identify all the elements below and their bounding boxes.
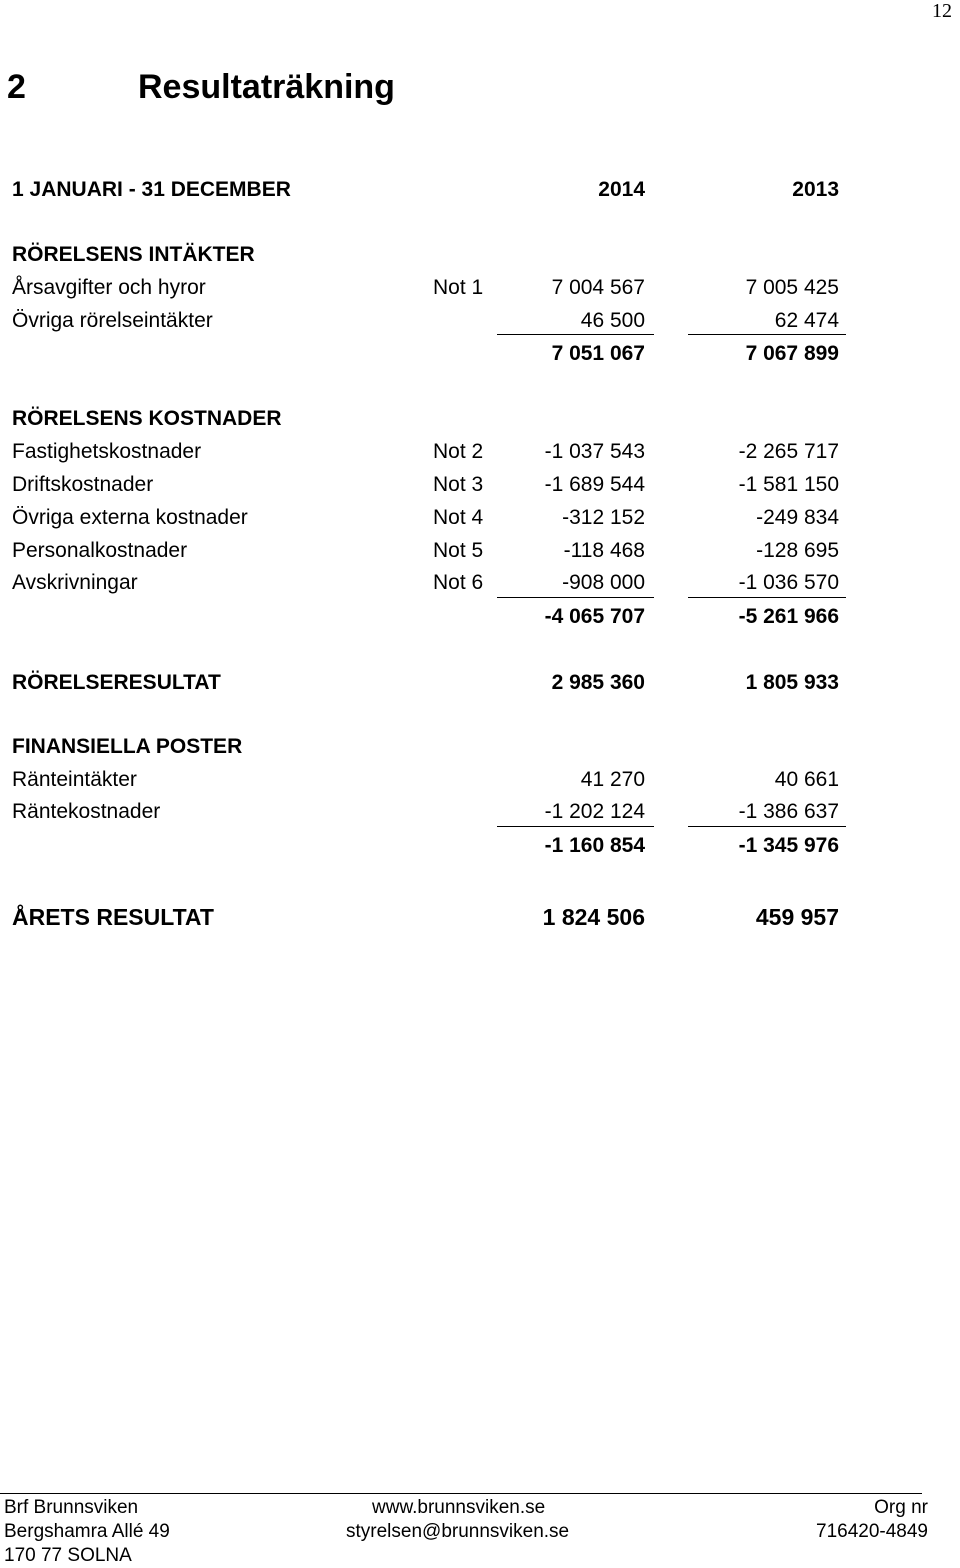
income-heading-row <box>0 240 960 270</box>
period-label: 1 JANUARI - 31 DECEMBER <box>12 178 291 201</box>
subtotal-rule <box>497 334 654 335</box>
table-row <box>0 536 960 566</box>
row-value-2013: 62 474 <box>774 309 839 332</box>
row-label: Övriga externa kostnader <box>12 506 248 529</box>
table-row <box>0 797 960 827</box>
financial-total-row <box>0 831 960 861</box>
financial-heading: FINANSIELLA POSTER <box>12 735 243 758</box>
income-heading: RÖRELSENS INTÄKTER <box>12 243 255 266</box>
row-value-2014: 7 004 567 <box>551 276 645 299</box>
operating-result-row <box>0 668 960 698</box>
year-result-2013: 459 957 <box>755 904 839 930</box>
row-value-2014: -118 468 <box>563 539 645 562</box>
row-label: Personalkostnader <box>12 539 188 562</box>
costs-total-row <box>0 602 960 632</box>
subtotal-rule <box>497 826 654 827</box>
page-number: 12 <box>932 0 952 22</box>
footer-rule <box>0 1493 922 1494</box>
row-note: Not 6 <box>433 571 484 594</box>
costs-heading-row <box>0 404 960 434</box>
table-row <box>0 306 960 336</box>
footer-email: styrelsen@brunnsviken.se <box>346 1521 570 1542</box>
income-total-2014: 7 051 067 <box>551 342 645 365</box>
row-label: Räntekostnader <box>12 800 161 823</box>
row-value-2013: -2 265 717 <box>738 440 839 463</box>
footer-org-name: Brf Brunnsviken <box>4 1497 139 1518</box>
year-result-row <box>0 902 960 932</box>
costs-total-2013: -5 261 966 <box>738 605 839 628</box>
period-header-row <box>0 175 960 205</box>
row-value-2013: 40 661 <box>774 768 839 791</box>
section-number: 2 <box>7 68 26 106</box>
year-2013-header: 2013 <box>792 178 839 201</box>
row-note: Not 1 <box>433 276 484 299</box>
row-value-2013: -128 695 <box>756 539 839 562</box>
subtotal-rule <box>688 334 846 335</box>
table-row <box>0 568 960 598</box>
row-label: Driftskostnader <box>12 473 154 496</box>
footer-website: www.brunnsviken.se <box>372 1497 546 1518</box>
row-label: Fastighetskostnader <box>12 440 202 463</box>
row-value-2013: -1 036 570 <box>738 571 839 594</box>
row-note: Not 4 <box>433 506 484 529</box>
operating-result-2013: 1 805 933 <box>745 671 839 694</box>
row-label: Årsavgifter och hyror <box>12 276 206 299</box>
table-row <box>0 437 960 467</box>
year-result-label: ÅRETS RESULTAT <box>12 904 214 930</box>
row-value-2014: 41 270 <box>580 768 645 791</box>
income-total-row <box>0 339 960 369</box>
footer-postal: 170 77 SOLNA <box>4 1545 132 1566</box>
row-value-2013: -249 834 <box>756 506 839 529</box>
costs-total-2014: -4 065 707 <box>544 605 645 628</box>
row-value-2013: -1 386 637 <box>738 800 839 823</box>
table-row <box>0 503 960 533</box>
year-result-2014: 1 824 506 <box>542 904 645 930</box>
row-note: Not 2 <box>433 440 484 463</box>
subtotal-rule <box>688 597 846 598</box>
row-label: Avskrivningar <box>12 571 138 594</box>
footer-org-label: Org nr <box>874 1497 928 1518</box>
financial-total-2014: -1 160 854 <box>544 834 645 857</box>
subtotal-rule <box>688 826 846 827</box>
row-label: Ränteintäkter <box>12 768 137 791</box>
operating-result-label: RÖRELSERESULTAT <box>12 671 221 694</box>
section-title: Resultaträkning <box>138 68 395 106</box>
row-note: Not 5 <box>433 539 484 562</box>
row-value-2014: -312 152 <box>562 506 645 529</box>
row-value-2013: -1 581 150 <box>738 473 839 496</box>
row-value-2013: 7 005 425 <box>745 276 839 299</box>
footer-address: Bergshamra Allé 49 <box>4 1521 170 1542</box>
row-value-2014: 46 500 <box>580 309 645 332</box>
financial-total-2013: -1 345 976 <box>738 834 839 857</box>
row-note: Not 3 <box>433 473 484 496</box>
row-label: Övriga rörelseintäkter <box>12 309 213 332</box>
subtotal-rule <box>497 597 654 598</box>
row-value-2014: -1 037 543 <box>544 440 645 463</box>
table-row <box>0 273 960 303</box>
year-2014-header: 2014 <box>598 178 645 201</box>
footer-org-number: 716420-4849 <box>816 1521 928 1542</box>
row-value-2014: -1 689 544 <box>544 473 645 496</box>
operating-result-2014: 2 985 360 <box>551 671 645 694</box>
financial-heading-row <box>0 732 960 762</box>
income-total-2013: 7 067 899 <box>745 342 839 365</box>
table-row <box>0 765 960 795</box>
row-value-2014: -1 202 124 <box>544 800 645 823</box>
costs-heading: RÖRELSENS KOSTNADER <box>12 407 282 430</box>
table-row <box>0 470 960 500</box>
row-value-2014: -908 000 <box>562 571 645 594</box>
